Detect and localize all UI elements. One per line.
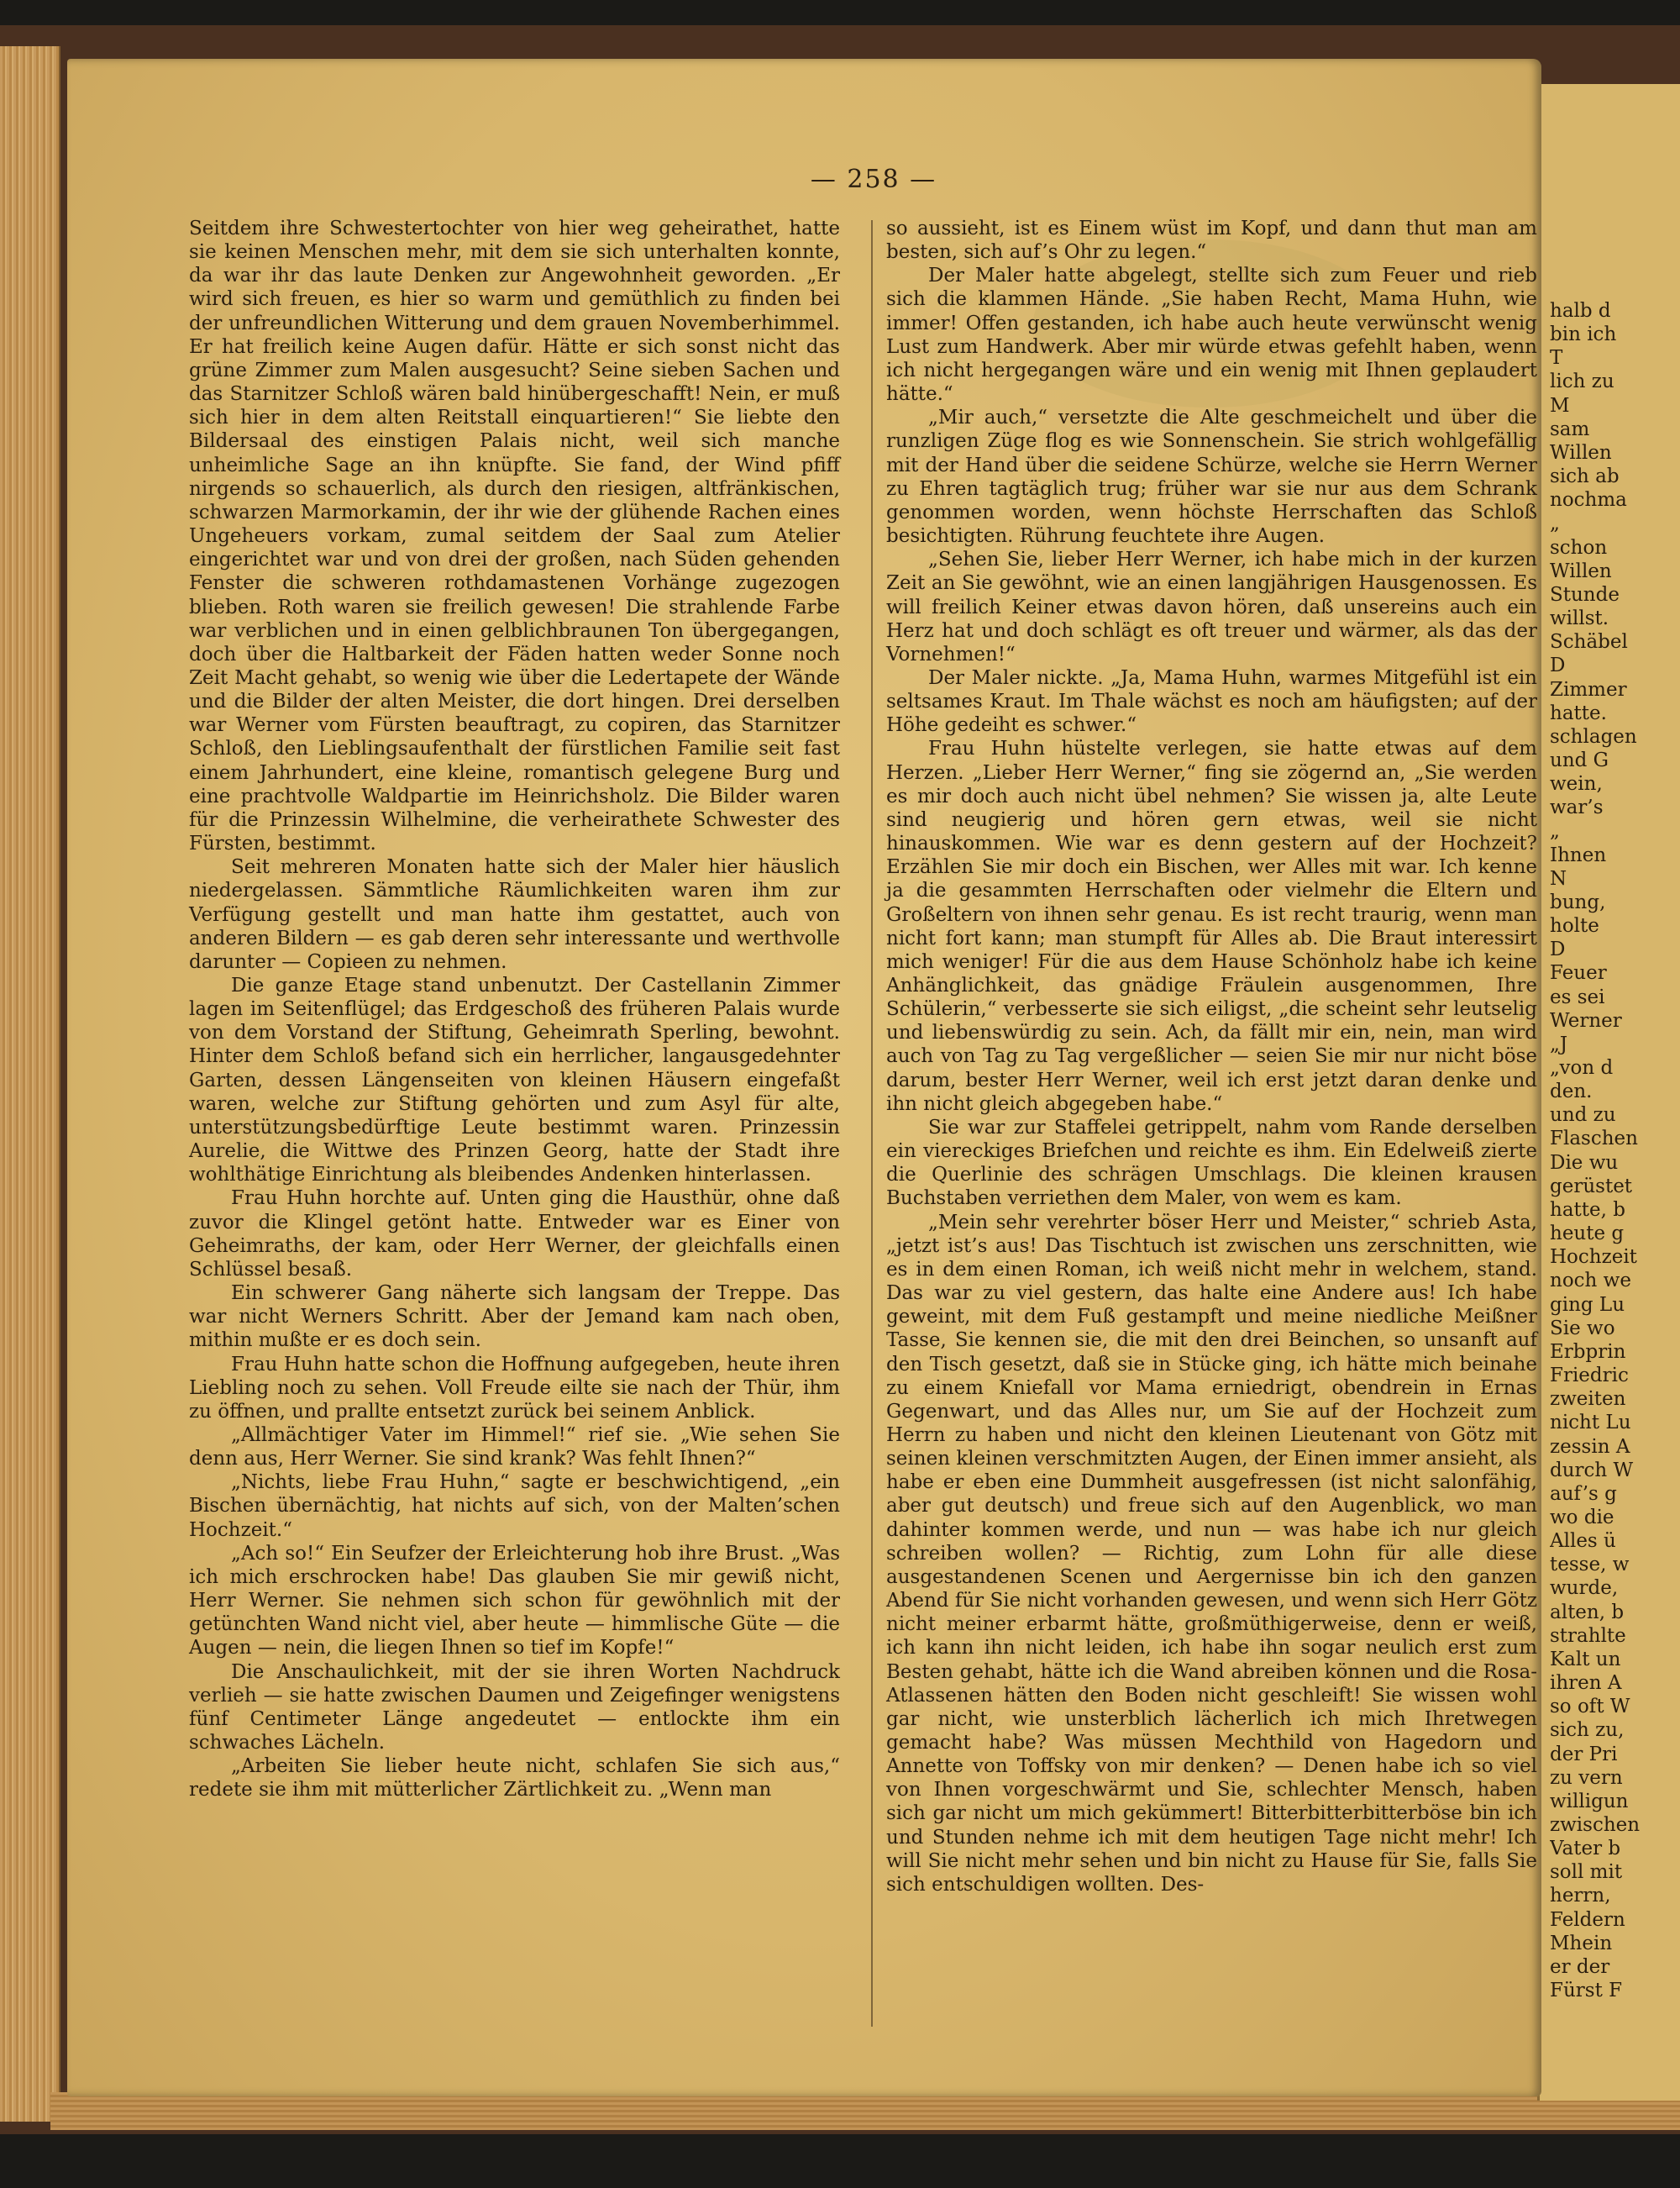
paragraph: „Nichts, liebe Frau Huhn,“ sagte er beschwichtigend, „ein Bischen übernächtig, hat nichts auf sich, von der Malten’schen Hochzeit.“ bbox=[189, 1471, 840, 1541]
paragraph: Ein schwerer Gang näherte sich langsam der Treppe. Das war nicht Werners Schritt. Aber der Jemand kam nach oben, mithin mußte er es doch sein. bbox=[189, 1282, 840, 1352]
page-stack-bottom bbox=[50, 2092, 1680, 2130]
fragment-line: Vater b bbox=[1550, 1838, 1621, 1860]
fragment-line: Erbprin bbox=[1550, 1340, 1626, 1363]
column-divider bbox=[871, 220, 873, 2027]
fragment-line: T bbox=[1550, 347, 1563, 370]
fragment-line: „ bbox=[1550, 513, 1560, 535]
fragment-line: herrn, bbox=[1550, 1885, 1617, 1907]
paragraph: Seit mehreren Monaten hatte sich der Maler hier häuslich niedergelassen. Sämmtliche Räumlichkeiten waren ihm zur Verfügung gestellt und man hatte ihm gestattet, auch von anderen Bildern — es gab deren sehr interessante und werthvolle darunter — Copieen zu nehmen. bbox=[189, 856, 840, 973]
fragment-line: sich zu, bbox=[1550, 1719, 1625, 1742]
fragment-line: bung, bbox=[1550, 891, 1606, 913]
fragment-line: auf’s g bbox=[1550, 1482, 1617, 1505]
fragment-line: gerüstet bbox=[1550, 1175, 1633, 1197]
paragraph: Frau Huhn hüstelte verlegen, sie hatte etwas auf dem Herzen. „Lieber Herr Werner,“ fing sie zögernd an, „Sie werden es mir doch auch nicht übel nehmen? Sie wissen ja, alte Leute sind neugierig und hören gern etwas, weil sie nicht hinauskommen. Wie war es denn gestern auf der Hochzeit? Erzählen Sie mir doch ein Bischen, wer Alles mit war. Ich kenne ja die gesammten Herrschaften oder vielmehr die Eltern und Großeltern von ihnen sehr genau. Es ist recht traurig, wenn man nicht fort kann; man stumpft für Alles ab. Die Braut interessirt mich weniger! Für die aus dem Hause Schönholz habe ich keine Anhänglichkeit, das gnädige Fräulein ausgenommen, Ihre Schülerin,“ verbesserte sie sich eiligst, „die scheint sehr leutselig und liebenswürdig zu sein. Ach, da fällt mir ein, nein, man wird auch von Tag zu Tag vergeßlicher — seien Sie mir nur nicht böse darum, bester Herr Werner, weil ich erst jetzt daran denke und ihn nicht gleich abgegeben habe.“ bbox=[886, 738, 1537, 1115]
paragraph: Frau Huhn hatte schon die Hoffnung aufgegeben, heute ihren Liebling noch zu sehen. Voll Freude eilte sie nach der Thür, ihm zu öffnen, und prallte entsetzt zurück bei seinem Anblick. bbox=[189, 1353, 840, 1423]
fragment-line: M bbox=[1550, 394, 1570, 417]
fragment-line: alten, b bbox=[1550, 1601, 1625, 1623]
fragment-line: wein, bbox=[1550, 773, 1603, 796]
paragraph: Der Maler nickte. „Ja, Mama Huhn, warmes Mitgefühl ist ein seltsames Kraut. Im Thale wächst es noch am häufigsten; auf der Höhe gedeiht es schwer.“ bbox=[886, 666, 1537, 737]
fragment-line: Fürst F bbox=[1550, 1980, 1623, 2002]
paragraph: „Ach so!“ Ein Seufzer der Erleichterung hob ihre Brust. „Was ich mich erschrocken habe! Das glauben Sie mir gewiß nicht, Herr Werner. Sie nehmen sich schon für gewöhnlich mit der getünchten Wand nicht viel, aber heute — himmlische Güte — die Augen — nein, die liegen Ihnen so tief im Kopfe!“ bbox=[189, 1542, 840, 1659]
paragraph: Die Anschaulichkeit, mit der sie ihren Worten Nachdruck verlieh — sie hatte zwischen Daumen und Zeigefinger wenigstens fünf Centimeter Länge angedeutet — entlockte ihm ein schwaches Lächeln. bbox=[189, 1660, 840, 1754]
fragment-line: Kalt un bbox=[1550, 1648, 1621, 1670]
fragment-line: zwischen bbox=[1550, 1814, 1641, 1836]
fragment-line: der Pri bbox=[1550, 1743, 1618, 1765]
fragment-line: hatte. bbox=[1550, 702, 1607, 724]
fragment-line: Friedric bbox=[1550, 1365, 1629, 1387]
fragment-line: tesse, w bbox=[1550, 1554, 1630, 1576]
paragraph: „Sehen Sie, lieber Herr Werner, ich habe mich in der kurzen Zeit an Sie gewöhnt, wie an einen langjährigen Hausgenossen. Es will freilich Keiner etwas davon hören, daß unsereins auch ein Herz hat und doch schlägt es oft treuer und wärmer, als das der Vornehmen!“ bbox=[886, 549, 1537, 665]
fragment-line: war’s bbox=[1550, 797, 1609, 819]
paragraph: Seitdem ihre Schwestertochter von hier weg geheirathet, hatte sie keinen Menschen mehr, mit dem sie sich unterhalten konnte, da war ihr das laute Denken zur Angewohnheit geworden. „Er wird sich freuen, es hier so warm und gemüthlich zu finden bei der unfreundlichen Witterung und dem grauen Novemberhimmel. Er hat freilich keine Augen dafür. Hätte er sich sonst nicht das grüne Zimmer zum Malen ausgesucht? Seine sieben Sachen und das Starnitzer Schloß wären bald hinübergeschafft! Nein, er muß sich hier in dem alten Reitstall einquartieren!“ Sie liebte den Bildersaal des einstigen Palais nicht, weil sich manche unheimliche Sage an ihn knüpfte. Sie fand, der Wind pfiff nirgends so schauerlich, als durch den riesigen, altfränkischen, schwarzen Marmorkamin, der ihr wie der glühende Rachen eines Ungeheuers vorkam, zumal seitdem der Saal zum Atelier eingerichtet war und von drei der großen, nach Süden gehenden Fenster die schweren rothdamastenen Vorhänge zugezogen blieben. Roth waren sie freilich gewesen! Die strahlende Farbe war verblichen und in einen gelblichbraunen Ton übergegangen, doch über die Haltbarkeit der Fäden hatten weder Sonne noch Zeit Macht gehabt, so wenig wie über die Ledertapete der Wände und die Bilder der alten Meister, die dort hingen. Drei derselben war Werner vom Fürsten beauftragt, zu copiren, das Starnitzer Schloß, den Lieblingsaufenthalt der fürstlichen Familie seit fast einem Jahrhundert, eine kleine, romantisch gelegene Burg und eine prachtvolle Waldpartie im Heinrichsholz. Die Bilder waren für die Prinzessin Wilhelmine, die verheirathete Schwester des Fürsten, bestimmt. bbox=[189, 218, 840, 855]
fragment-line: nochma bbox=[1550, 489, 1627, 512]
fragment-line: „J bbox=[1550, 1033, 1568, 1055]
fragment-line: sich ab bbox=[1550, 465, 1620, 488]
fragment-line: Schäbel bbox=[1550, 631, 1628, 654]
fragment-line: Zimmer bbox=[1550, 678, 1627, 701]
paragraph: Der Maler hatte abgelegt, stellte sich zum Feuer und rieb sich die klammen Hände. „Sie haben Recht, Mama Huhn, wie immer! Offen gestanden, ich habe auch heute verwünscht wenig Lust zum Handwerk. Aber mir würde etwas gefehlt haben, wenn ich nicht hergegangen wäre und ein wenig mit Ihnen geplaudert hätte.“ bbox=[886, 265, 1537, 406]
fragment-line: den. bbox=[1550, 1081, 1599, 1103]
paragraph: „Mir auch,“ versetzte die Alte geschmeichelt und über die runzligen Züge flog es wie Sonnenschein. Sie strich wohlgefällig mit der Hand über die seidene Schürze, welche sie Herrn Werner zu Ehren tagtäglich trug; früher war sie nur aus dem Schrank genommen worden, wenn höchste Herrschaften das Schloß besichtigten. Rührung feuchtete ihre Augen. bbox=[886, 407, 1537, 548]
fragment-line: Feuer bbox=[1550, 962, 1614, 985]
fragment-line: zu vern bbox=[1550, 1766, 1623, 1789]
fragment-line: schlagen bbox=[1550, 725, 1637, 748]
fragment-line: ihren A bbox=[1550, 1672, 1622, 1695]
fragment-line: er der bbox=[1550, 1955, 1616, 1978]
fragment-line: wurde, bbox=[1550, 1577, 1619, 1600]
paragraph: so aussieht, ist es Einem wüst im Kopf, und dann thut man am besten, sich auf’s Ohr zu legen.“ bbox=[886, 218, 1537, 264]
fragment-line: hatte, b bbox=[1550, 1198, 1625, 1221]
paragraph: Frau Huhn horchte auf. Unten ging die Hausthür, ohne daß zuvor die Klingel getönt hatte. Entweder war es Einer von Geheimraths, der kam, oder Herr Werner, der gleichfalls einen Schlüssel besaß. bbox=[189, 1187, 840, 1281]
page-number: — 258 — bbox=[810, 165, 937, 194]
paragraph: Sie war zur Staffelei getrippelt, nahm vom Rande derselben ein viereckiges Briefchen und reichte es ihm. Ein Edelweiß zierte die Querlinie des schrägen Umschlags. Die kleinen krausen Buchstaben verriethen dem Maler, von wem es kam. bbox=[886, 1116, 1537, 1210]
fragment-line: Alles ü bbox=[1550, 1530, 1616, 1553]
fragment-line: lich zu bbox=[1550, 371, 1614, 393]
fragment-line: D bbox=[1550, 655, 1566, 677]
paragraph: „Allmächtiger Vater im Himmel!“ rief sie. „Wie sehen Sie denn aus, Herr Werner. Sie sind krank? Was fehlt Ihnen?“ bbox=[189, 1423, 840, 1470]
fragment-line: durch W bbox=[1550, 1459, 1634, 1481]
paragraph: „Arbeiten Sie lieber heute nicht, schlafen Sie sich aus,“ redete sie ihm mit mütterlicher Zärtlichkeit zu. „Wenn man bbox=[189, 1755, 840, 1801]
fragment-line: ging Lu bbox=[1550, 1293, 1625, 1316]
fragment-line: „von d bbox=[1550, 1057, 1614, 1079]
fragment-line: D bbox=[1550, 939, 1566, 961]
fragment-line: heute g bbox=[1550, 1223, 1625, 1245]
fragment-line: nicht Lu bbox=[1550, 1412, 1631, 1434]
fragment-line: holte bbox=[1550, 915, 1606, 938]
left-text-column bbox=[189, 217, 840, 1801]
fragment-line: bin ich bbox=[1550, 323, 1617, 346]
right-text-column bbox=[886, 217, 1537, 1896]
fragment-line: halb d bbox=[1550, 300, 1611, 322]
fragment-line: Sie wo bbox=[1550, 1317, 1615, 1339]
fragment-line: Willen bbox=[1550, 560, 1612, 582]
fragment-line: und zu bbox=[1550, 1104, 1616, 1127]
next-page-edge bbox=[1537, 84, 1680, 2101]
fragment-line: es sei bbox=[1550, 986, 1611, 1008]
fragment-line: strahlte bbox=[1550, 1624, 1626, 1647]
fragment-line: so oft W bbox=[1550, 1696, 1630, 1718]
fragment-line: und G bbox=[1550, 749, 1609, 771]
fragment-line: Die wu bbox=[1550, 1151, 1619, 1174]
fragment-line: Ihnen bbox=[1550, 844, 1613, 866]
fragment-line: soll mit bbox=[1550, 1861, 1623, 1884]
fragment-line: Willen bbox=[1550, 441, 1612, 464]
page-stack-edge bbox=[0, 46, 60, 2122]
fragment-line: N bbox=[1550, 867, 1567, 890]
fragment-line: Stunde bbox=[1550, 583, 1620, 606]
fragment-line: Werner bbox=[1550, 1009, 1622, 1032]
fragment-line: Feldern bbox=[1550, 1908, 1625, 1931]
fragment-line: schon bbox=[1550, 536, 1614, 559]
fragment-line: sam bbox=[1550, 418, 1596, 440]
next-page-text-fragment bbox=[1550, 299, 1680, 2002]
fragment-line: „ bbox=[1550, 820, 1560, 843]
fragment-line: zweiten bbox=[1550, 1388, 1626, 1411]
fragment-line: Hochzeit bbox=[1550, 1246, 1637, 1269]
fragment-line: willst. bbox=[1550, 607, 1609, 630]
fragment-line: willigun bbox=[1550, 1790, 1629, 1812]
fragment-line: noch we bbox=[1550, 1270, 1631, 1292]
fragment-line: Flaschen bbox=[1550, 1128, 1638, 1150]
paragraph: Die ganze Etage stand unbenutzt. Der Castellanin Zimmer lagen im Seitenflügel; das Erdgeschoß des früheren Palais wurde von dem Vorstand der Stiftung, Geheimrath Sperling, bewohnt. Hinter dem Schloß befand sich ein herrlicher, langausgedehnter Garten, dessen Längenseiten von kleinen Häusern eingefaßt waren, welche zur Stiftung gehörten und zum Asyl für alte, unterstützungsbedürftige Leute bestimmt waren. Prinzessin Aurelie, die Wittwe des Prinzen Georg, hatte der Stadt ihre wohlthätige Einrichtung als bleibendes Andenken hinterlassen. bbox=[189, 975, 840, 1186]
paragraph: „Mein sehr verehrter böser Herr und Meister,“ schrieb Asta, „jetzt ist’s aus! Das Tischtuch ist zwischen uns zerschnitten, wie es in dem einen Roman, ich weiß nicht mehr in welchem, stand. Das war zu viel gestern, das halte eine Andere aus! Ich habe geweint, mit dem Fuß gestampft und meine niedliche Meißner Tasse, Sie kennen sie, die mit den drei Beinchen, so unsanft auf den Tisch gesetzt, daß sie in Stücke ging, ich hätte mich beinahe zu einem Kniefall vor Mama erniedrigt, obendrein in Ernas Gegenwart, und das Alles nur, um Sie auf der Hochzeit zum Herrn zu haben und nicht den kleinen Lieutenant von Götz mit seinen kleinen verschmitzten Augen, der Einen immer ansieht, als habe er eben eine Dummheit ausgefressen (ist nicht salonfähig, aber gut deutsch) und freue sich auf den Augenblick, wo man dahinter kommen werde, und nun — was habe ich nur gleich schreiben wollen? — Richtig, zum Lohn für alle diese ausgestandenen Scenen und Aergernisse bin ich den ganzen Abend für Sie nicht vorhanden gewesen, und wenn sich Herr Götz nicht meiner erbarmt hätte, großmüthigerweise, denn er weiß, ich kann ihn nicht leiden, ich habe ihn sogar neulich erst zum Besten gehabt, hätte ich die Wand abreiben können und die Rosa-Atlassenen hätten den Boden nicht geschleift! Sie wissen wohl gar nicht, wie unsterblich lächerlich ich mich Ihretwegen gemacht habe? Was müssen Mechthild von Hagedorn und Annette von Toffsky von mir denken? — Denen habe ich so viel von Ihnen vorgeschwärmt und Sie, schlechter Mensch, haben sich gar nicht um mich gekümmert! Bitterbitterbitterböse bin ich und Stunden nehme ich mit dem heutigen Tage nicht mehr! Ich will Sie nicht mehr sehen und bin nicht zu Hause für Sie, falls Sie sich entschuldigen wollten. Des- bbox=[886, 1211, 1537, 1896]
fragment-line: zessin A bbox=[1550, 1435, 1630, 1458]
fragment-line: wo die bbox=[1550, 1506, 1614, 1528]
fragment-line: Mhein bbox=[1550, 1932, 1613, 1954]
